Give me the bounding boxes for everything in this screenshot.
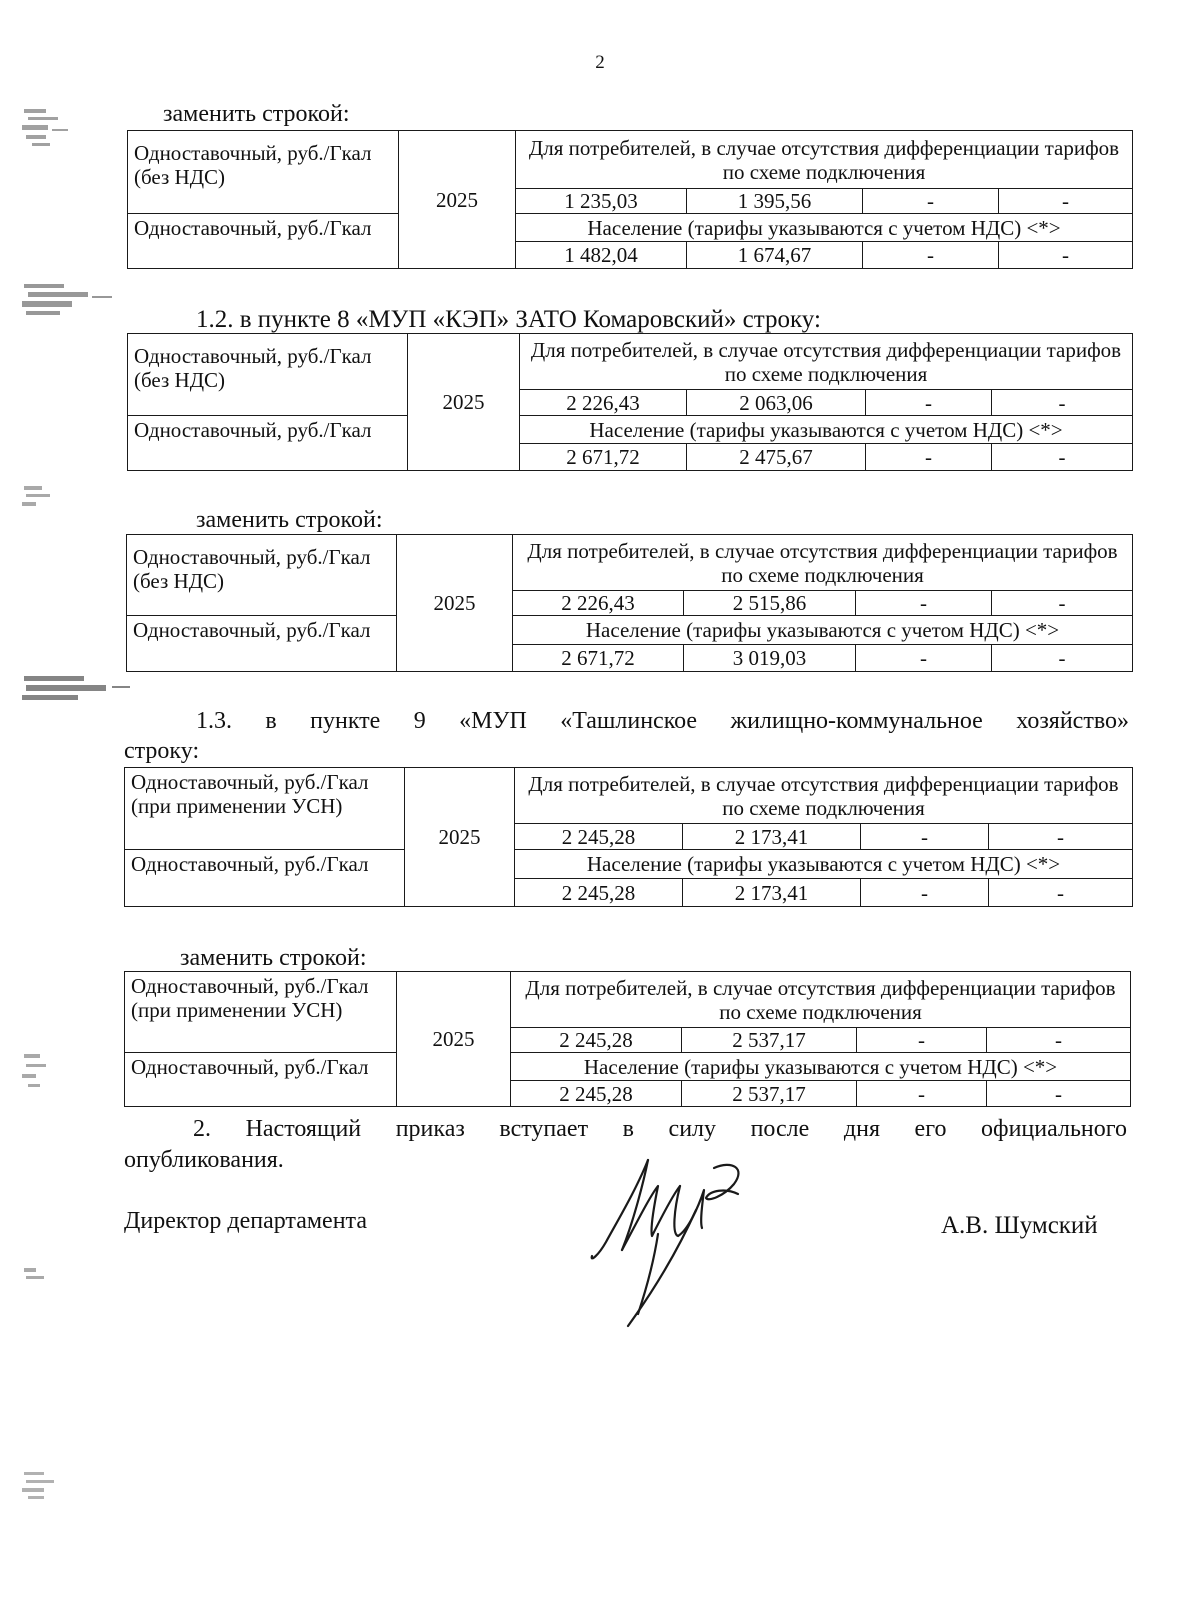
- scan-mark: [22, 1262, 72, 1292]
- value-cell: 1 674,67: [687, 242, 863, 269]
- value-cell: -: [861, 879, 989, 907]
- value-cell: -: [989, 824, 1133, 850]
- scan-mark: [22, 1468, 82, 1508]
- value-cell: 2 063,06: [687, 390, 866, 416]
- value-cell: 2 245,28: [511, 1028, 682, 1053]
- value-cell: -: [992, 591, 1133, 616]
- value-cell: 1 395,56: [687, 189, 863, 214]
- tariff-label: Одноставочный, руб./Гкал (при применении УСН): [125, 768, 405, 850]
- tariff-table: [124, 767, 1133, 907]
- value-cell: 2 245,28: [515, 879, 683, 907]
- value-cell: -: [999, 242, 1133, 269]
- value-cell: -: [856, 645, 992, 672]
- tariff-table: [127, 130, 1133, 269]
- value-cell: 2 475,67: [687, 444, 866, 471]
- value-cell: -: [992, 390, 1133, 416]
- value-cell: 3 019,03: [684, 645, 856, 672]
- group-header: Для потребителей, в случае отсутствия дифференциации тарифов по схеме подключения: [513, 535, 1133, 591]
- value-cell: -: [987, 1081, 1131, 1107]
- group-header: Для потребителей, в случае отсутствия дифференциации тарифов по схеме подключения: [520, 334, 1133, 390]
- tariff-label: Одноставочный, руб./Гкал (без НДС): [127, 535, 397, 616]
- value-cell: 2 671,72: [513, 645, 684, 672]
- value-cell: 2 537,17: [682, 1028, 857, 1053]
- year-cell: 2025: [408, 334, 520, 471]
- tariff-table: [126, 534, 1133, 672]
- tariff-label: Одноставочный, руб./Гкал (при применении УСН): [125, 972, 397, 1053]
- group-header: Население (тарифы указываются с учетом НДС) <*>: [511, 1053, 1131, 1081]
- year-cell: 2025: [405, 768, 515, 907]
- year-cell: 2025: [399, 131, 516, 269]
- value-cell: 2 515,86: [684, 591, 856, 616]
- group-header: Для потребителей, в случае отсутствия дифференциации тарифов по схеме подключения: [511, 972, 1131, 1028]
- group-header: Население (тарифы указываются с учетом НДС) <*>: [515, 850, 1133, 879]
- value-cell: 2 671,72: [520, 444, 687, 471]
- tariff-label: Одноставочный, руб./Гкал: [127, 616, 397, 672]
- section-heading: заменить строкой:: [180, 945, 367, 971]
- section-heading: заменить строкой:: [196, 507, 383, 533]
- signatory-title: Директор департамента: [124, 1208, 367, 1234]
- value-cell: -: [987, 1028, 1131, 1053]
- group-header: Население (тарифы указываются с учетом НДС) <*>: [520, 416, 1133, 444]
- scan-mark: [22, 105, 102, 155]
- value-cell: -: [857, 1028, 987, 1053]
- section-heading: 1.2. в пункте 8 «МУП «КЭП» ЗАТО Комаровский» строку:: [196, 306, 821, 333]
- value-cell: 2 226,43: [513, 591, 684, 616]
- value-cell: 2 245,28: [515, 824, 683, 850]
- year-cell: 2025: [397, 972, 511, 1107]
- section-heading: заменить строкой:: [163, 101, 350, 127]
- scan-mark: [22, 280, 132, 330]
- value-cell: -: [863, 242, 999, 269]
- value-cell: -: [866, 444, 992, 471]
- tariff-table: [127, 333, 1133, 471]
- value-cell: -: [856, 591, 992, 616]
- tariff-label: Одноставочный, руб./Гкал (без НДС): [128, 131, 399, 214]
- value-cell: 2 226,43: [520, 390, 687, 416]
- value-cell: -: [999, 189, 1133, 214]
- tariff-label: Одноставочный, руб./Гкал: [125, 850, 405, 907]
- group-header: Население (тарифы указываются с учетом НДС) <*>: [513, 616, 1133, 645]
- value-cell: -: [992, 645, 1133, 672]
- value-cell: 1 235,03: [516, 189, 687, 214]
- value-cell: 2 173,41: [683, 824, 861, 850]
- value-cell: -: [857, 1081, 987, 1107]
- clause-2-continuation: опубликования.: [124, 1147, 284, 1173]
- tariff-label: Одноставочный, руб./Гкал (без НДС): [128, 334, 408, 416]
- tariff-label: Одноставочный, руб./Гкал: [128, 214, 399, 269]
- section-heading: 1.3. в пункте 9 «МУП «Ташлинское жилищно-коммунальное хозяйство»: [196, 708, 1129, 734]
- tariff-table: [124, 971, 1131, 1107]
- value-cell: -: [989, 879, 1133, 907]
- group-header: Для потребителей, в случае отсутствия дифференциации тарифов по схеме подключения: [515, 768, 1133, 824]
- value-cell: -: [863, 189, 999, 214]
- scan-mark: [22, 672, 142, 712]
- signatory-name: А.В. Шумский: [941, 1212, 1098, 1239]
- value-cell: -: [866, 390, 992, 416]
- value-cell: 2 173,41: [683, 879, 861, 907]
- value-cell: 2 245,28: [511, 1081, 682, 1107]
- value-cell: 2 537,17: [682, 1081, 857, 1107]
- page-number: 2: [595, 52, 605, 73]
- tariff-label: Одноставочный, руб./Гкал: [125, 1053, 397, 1107]
- clause-2-text: 2. Настоящий приказ вступает в силу после дня его официального: [193, 1116, 1127, 1142]
- tariff-label: Одноставочный, руб./Гкал: [128, 416, 408, 471]
- section-heading-continuation: строку:: [124, 738, 200, 764]
- group-header: Население (тарифы указываются с учетом НДС) <*>: [516, 214, 1133, 242]
- value-cell: -: [861, 824, 989, 850]
- year-cell: 2025: [397, 535, 513, 672]
- value-cell: -: [992, 444, 1133, 471]
- value-cell: 1 482,04: [516, 242, 687, 269]
- scan-mark: [22, 482, 82, 518]
- handwritten-signature: [588, 1150, 758, 1330]
- group-header: Для потребителей, в случае отсутствия дифференциации тарифов по схеме подключения: [516, 131, 1133, 189]
- scan-mark: [22, 1050, 72, 1100]
